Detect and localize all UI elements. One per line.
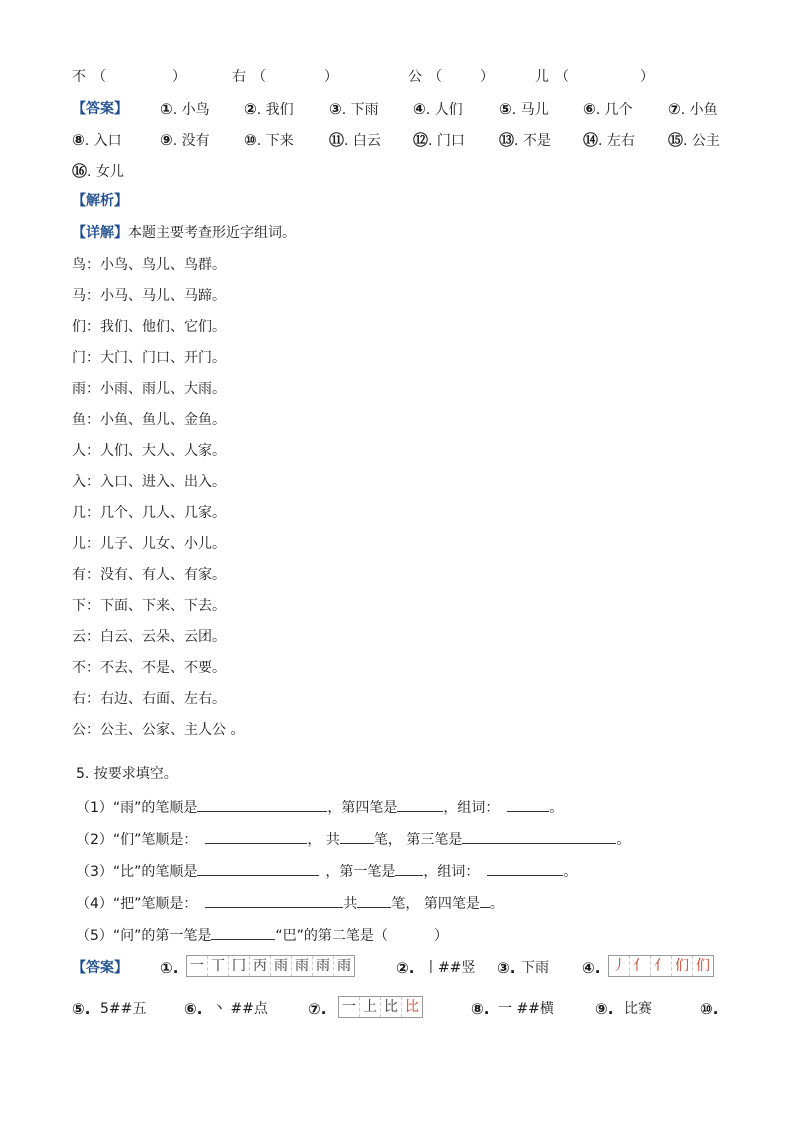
answer-text: . 左右 [598, 133, 635, 149]
open-paren: （ [555, 69, 569, 85]
answer-item [244, 131, 294, 150]
word-line: 雨：小雨、雨儿、大雨。 [72, 381, 226, 397]
word-line: 人：人们、大人、人家。 [72, 443, 226, 459]
q5-answer-5-text: 5##五 [100, 1001, 147, 1017]
answer-text: . 不是 [514, 133, 551, 149]
q5-answer-2-num: ②. [396, 959, 415, 977]
close-paren: ） [480, 69, 494, 85]
word-line: 右：右边、右面、左右。 [72, 691, 226, 707]
q5-4-text-a: （4）“把”笔顺是： [76, 896, 198, 912]
stroke-cell: 雨 [337, 958, 351, 974]
top-item-3 [408, 68, 442, 86]
q5-4-blank-fourth[interactable] [480, 893, 490, 908]
q5-4-blank-count[interactable] [357, 893, 391, 908]
answer-text: . 女儿 [87, 164, 124, 180]
stroke-cell: 上 [360, 997, 381, 1017]
q5-line-5 [76, 925, 448, 945]
q5-line-4 [76, 893, 504, 913]
q5-1-text-a: （1）“雨”的笔顺是 [76, 800, 198, 816]
word-line: 鱼：小鱼、鱼儿、金鱼。 [72, 412, 226, 428]
stroke-cell: 比 [381, 997, 402, 1017]
top-item-char: 右 [232, 69, 246, 85]
answer-item [499, 100, 549, 119]
word-line: 门：大门、门口、开门。 [72, 350, 226, 366]
q5-1-text-b: ，第四笔是 [327, 800, 398, 816]
close-paren: ） [640, 69, 654, 85]
q5-answer-1-num: ①. [160, 959, 179, 977]
answer-text: . 小鱼 [680, 102, 718, 118]
q5-line-1 [76, 797, 563, 817]
q5-answer-9-text: 比赛 [624, 1001, 652, 1017]
answer-text: . 人们 [425, 102, 463, 118]
word-line: 马：小马、马儿、马蹄。 [72, 288, 226, 304]
stroke-cell: 一 [339, 997, 360, 1017]
q5-answer-5-num: ⑤. [72, 1000, 91, 1018]
q5-2-text-b: ， 共 [307, 832, 340, 848]
q5-3-blank-word[interactable] [487, 861, 563, 876]
q5-4-text-c: 笔， 第四笔是 [391, 896, 480, 912]
q5-2-text-c: 笔， 第三笔是 [373, 832, 463, 848]
close-paren: ） [324, 69, 338, 85]
top-item-1 [72, 68, 106, 86]
q5-2-blank-third[interactable] [462, 829, 616, 844]
answer-text: . 小鸟 [172, 102, 210, 118]
answer-text: . 我们 [256, 102, 294, 118]
answer-number: ⑩ [244, 131, 257, 149]
top-item-char: 公 [408, 69, 422, 85]
q5-5-text-c: ） [433, 928, 448, 944]
q5-3-text-a: （3）“比”的笔顺是 [76, 864, 198, 880]
q5-answer-6-text: 丶 ##点 [212, 1001, 268, 1017]
stroke-cell: 丿 [609, 956, 630, 976]
answer-number: ⑯ [72, 162, 88, 180]
answer-number: ② [244, 100, 257, 118]
close-paren: ） [172, 69, 186, 85]
answer-text: . 下雨 [341, 102, 379, 118]
stroke-grid-men [608, 955, 714, 977]
stroke-cell: 亻 [630, 956, 651, 976]
q5-2-blank-count[interactable] [340, 829, 374, 844]
word-line: 公：公主、公家、主人公 。 [72, 722, 245, 738]
answer-number: ⑦ [668, 100, 681, 118]
q5-2-text-a: （2）“们”笔顺是： [76, 832, 198, 848]
answer-number: ⑤ [499, 100, 512, 118]
answer-item [72, 131, 122, 150]
answer-item [413, 131, 465, 150]
stroke-cell: 们 [672, 956, 693, 976]
stroke-cell: 亻 [651, 956, 672, 976]
answer-item [499, 131, 551, 150]
answer-item [583, 131, 635, 150]
q5-answer-3-text: 下雨 [521, 960, 549, 976]
answer-text: . 入口 [84, 133, 122, 149]
answer-label-q5: 【答案】 [72, 960, 128, 976]
q5-2-text-d: 。 [616, 832, 631, 848]
answer-text: . 门口 [428, 133, 465, 149]
q5-1-text-d: 。 [549, 800, 564, 816]
q5-3-blank-strokes[interactable] [197, 861, 319, 876]
answer-item [329, 131, 381, 150]
q5-line-2 [76, 829, 630, 849]
q5-answer-2-text: 丨##竖 [424, 960, 476, 976]
answer-number: ⑮ [668, 131, 684, 149]
answer-text: . 公主 [683, 133, 720, 149]
answer-number: ⑧ [72, 131, 85, 149]
answer-number: ⑥ [583, 100, 596, 118]
top-item-2 [232, 68, 266, 86]
answer-text: . 几个 [595, 102, 633, 118]
stroke-cell: 冂 [229, 956, 250, 976]
answer-number: ⑫ [413, 131, 429, 149]
q5-3-text-d: 。 [563, 864, 578, 880]
q5-1-text-c: ，组词： [443, 800, 500, 816]
q5-1-blank-strokes[interactable] [197, 797, 327, 812]
analysis-label: 【解析】 [72, 193, 128, 209]
answer-text: . 没有 [172, 133, 210, 149]
word-line: 几：几个、几人、几家。 [72, 505, 226, 521]
word-line: 有：没有、有人、有家。 [72, 567, 226, 583]
q5-answer-3-num: ③. [497, 959, 516, 977]
q5-3-blank-first[interactable] [395, 861, 423, 876]
open-paren: （ [92, 69, 106, 85]
stroke-cell: 比 [405, 999, 419, 1015]
stroke-cell: 们 [696, 958, 710, 974]
answer-text: . 下来 [256, 133, 294, 149]
detail-text: 本题主要考查形近字组词。 [128, 225, 296, 241]
answer-item [413, 100, 463, 119]
answer-item [72, 162, 124, 181]
q5-4-text-b: 共 [343, 896, 358, 912]
q5-1-blank-fourth[interactable] [397, 797, 443, 812]
word-line: 不：不去、不是、不要。 [72, 660, 226, 676]
answer-item [244, 100, 294, 119]
word-line: 下：下面、下来、下去。 [72, 598, 226, 614]
q5-3-text-b: ，第一笔是 [325, 864, 396, 880]
stroke-cell: 一 [187, 956, 208, 976]
q5-answer-8-text: 一 ##横 [498, 1001, 554, 1017]
stroke-cell: 雨 [313, 956, 334, 976]
q5-2-blank-strokes[interactable] [205, 829, 307, 844]
detail-line [72, 224, 296, 242]
q5-4-text-d: 。 [489, 896, 504, 912]
stroke-grid-yu [186, 955, 355, 977]
detail-label: 【详解】 [72, 225, 128, 241]
top-item-char: 不 [72, 69, 86, 85]
q5-answer-6-num: ⑥. [184, 1000, 203, 1018]
q5-answer-8-num: ⑧. [471, 1000, 490, 1018]
q5-4-blank-strokes[interactable] [205, 893, 343, 908]
q5-answer-9-num: ⑨. [595, 1000, 614, 1018]
answer-item [668, 100, 718, 119]
q5-5-text-a: （5）“问”的第一笔是 [76, 928, 212, 944]
answer-number: ① [160, 100, 173, 118]
q5-answer-7-num: ⑦. [308, 1000, 327, 1018]
q5-3-text-c: ，组词： [423, 864, 480, 880]
answer-number: ④ [413, 100, 426, 118]
q5-line-3 [76, 861, 577, 881]
word-line: 们：我们、他们、它们。 [72, 319, 226, 335]
answer-number: ⑪ [329, 131, 345, 149]
q5-5-text-b: “巴”的第二笔是（ [275, 928, 388, 944]
stroke-grid-bi [338, 996, 423, 1018]
stroke-cell: 雨 [292, 956, 313, 976]
q5-title: 5. 按要求填空。 [76, 766, 178, 782]
top-item-char: 儿 [535, 69, 549, 85]
q5-5-blank-first[interactable] [211, 925, 275, 940]
answer-label: 【答案】 [72, 101, 128, 117]
q5-answer-4-num: ④. [582, 959, 601, 977]
answer-item [160, 100, 210, 119]
q5-1-blank-word[interactable] [507, 797, 549, 812]
stroke-cell: 雨 [271, 956, 292, 976]
stroke-cell: 丅 [208, 956, 229, 976]
answer-number: ⑨ [160, 131, 173, 149]
answer-item [583, 100, 633, 119]
open-paren: （ [428, 69, 442, 85]
answer-number: ⑬ [499, 131, 515, 149]
answer-text: . 白云 [344, 133, 381, 149]
word-line: 云：白云、云朵、云团。 [72, 629, 226, 645]
answer-number: ⑭ [583, 131, 599, 149]
word-line: 儿：儿子、儿女、小儿。 [72, 536, 226, 552]
word-line: 鸟：小鸟、鸟儿、鸟群。 [72, 257, 226, 273]
answer-item [668, 131, 720, 150]
word-line: 入：入口、进入、出入。 [72, 474, 226, 490]
top-item-4 [535, 68, 569, 86]
answer-item [329, 100, 379, 119]
answer-item [160, 131, 210, 150]
answer-text: . 马儿 [511, 102, 549, 118]
q5-answer-10-num: ⑩. [700, 1000, 719, 1018]
open-paren: （ [252, 69, 266, 85]
answer-number: ③ [329, 100, 342, 118]
stroke-cell: 丙 [250, 956, 271, 976]
